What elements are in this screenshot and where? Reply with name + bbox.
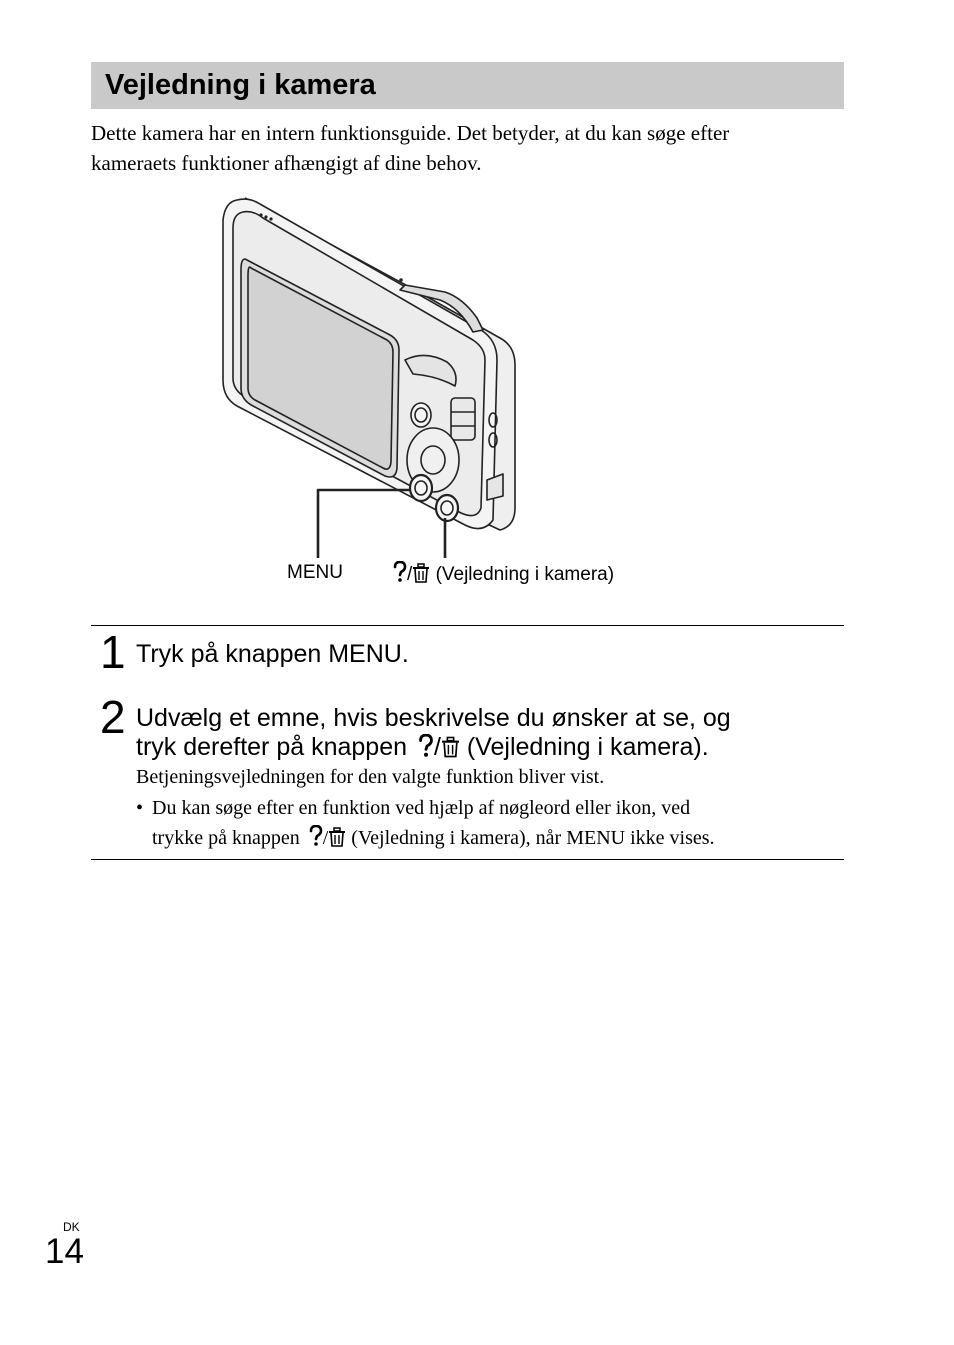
question-mark-icon bbox=[309, 825, 323, 847]
trash-icon bbox=[412, 563, 430, 583]
step-2-number: 2 bbox=[100, 691, 126, 743]
step-2-line-1: Udvælg et emne, hvis beskrivelse du ønsker at se, og bbox=[136, 704, 731, 732]
guide-button-label: / (Vejledning i kamera) bbox=[393, 561, 614, 587]
camera-illustration bbox=[215, 190, 525, 570]
section-title: Vejledning i kamera bbox=[105, 69, 376, 101]
intro-line-1: Dette kamera har en intern funktionsguide. Det betyder, at du kan søge efter bbox=[91, 121, 730, 145]
bullet-line-2-after: (Vejledning i kamera), når MENU ikke vises. bbox=[351, 827, 715, 849]
question-mark-icon bbox=[393, 561, 407, 583]
intro-paragraph bbox=[91, 118, 851, 178]
steps-bottom-rule bbox=[91, 859, 844, 860]
guide-button-label-text: (Vejledning i kamera) bbox=[435, 564, 615, 585]
bullet-marker: • bbox=[136, 797, 144, 819]
question-mark-icon bbox=[418, 734, 434, 758]
page-number: 14 bbox=[45, 1232, 84, 1271]
step-1-number: 1 bbox=[100, 626, 126, 678]
trash-icon bbox=[328, 827, 346, 847]
step-2-text bbox=[136, 704, 846, 762]
menu-button-label: MENU bbox=[287, 562, 343, 583]
step-2-line-2-before: tryk derefter på knappen bbox=[136, 733, 407, 761]
bullet-line-2: trykke på knappen / (Vejledning i kamera), når MENU ikke vises. bbox=[152, 827, 715, 849]
step-2-bullet bbox=[152, 793, 852, 853]
step-2-line-2: tryk derefter på knappen / (Vejledning i kamera). bbox=[136, 733, 709, 761]
bullet-line-2-before: trykke på knappen bbox=[152, 827, 300, 849]
trash-icon bbox=[441, 736, 460, 758]
step-1-text: Tryk på knappen MENU. bbox=[136, 640, 409, 668]
step-2-line-2-after: (Vejledning i kamera). bbox=[466, 733, 709, 761]
section-header bbox=[91, 62, 844, 109]
step-2-note: Betjeningsvejledningen for den valgte funktion bliver vist. bbox=[136, 766, 605, 788]
intro-line-2: kameraets funktioner afhængigt af dine behov. bbox=[91, 151, 482, 175]
steps-top-rule bbox=[91, 625, 844, 626]
bullet-line-1: Du kan søge efter en funktion ved hjælp af nøgleord eller ikon, ved bbox=[152, 797, 691, 819]
region-label: DK bbox=[63, 1220, 80, 1234]
